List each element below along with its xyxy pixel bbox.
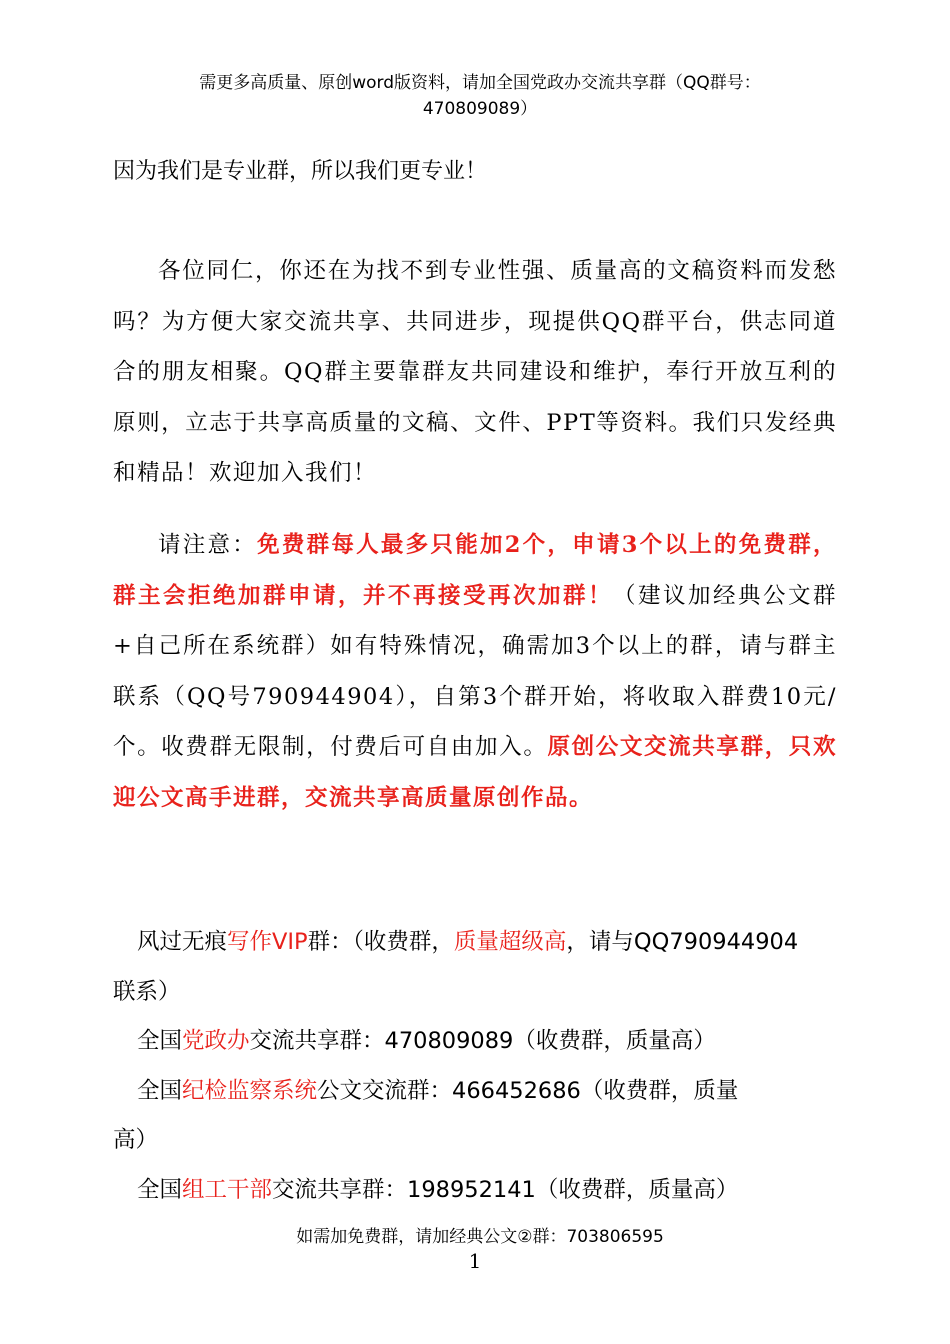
group-jijian-highlight: 纪检监察系统 xyxy=(182,1077,318,1104)
group-list xyxy=(113,918,837,1215)
header-line-2: 470809089） xyxy=(422,99,538,119)
page-footer: 如需加免费群，请加经典公文②群：703806595 xyxy=(296,1227,664,1247)
slogan: 因为我们是专业群，所以我们更专业！ xyxy=(113,159,488,184)
group-zugong xyxy=(113,1166,837,1216)
group-jijian xyxy=(113,1067,837,1117)
group-jijian-text: 公文交流群：466452686（收费群，质量 xyxy=(317,1077,739,1104)
group-zugong-text: 交流共享群：198952141（收费群，质量高） xyxy=(272,1176,739,1203)
notice-middle: （建议加经典公文群+自己所在系统群）如有特殊情况，确需加3个以上的群，请与群主联系（QQ号790944904），自第3个群开始，将收取入群费10元/个。收费群无限制，付费后可自由加入。 xyxy=(113,582,837,760)
notice-original-red: 原创公文交流共享群，只欢迎公文高手进群，交流共享高质量原创作品。 xyxy=(113,734,837,811)
group-dangzheng xyxy=(113,1017,837,1067)
group-zugong-highlight: 组工干部 xyxy=(182,1176,273,1203)
group-vip-wrap: 联系） xyxy=(113,978,181,1005)
header-line-1: 需更多高质量、原创word版资料，请加全国党政办交流共享群（QQ群号： xyxy=(199,73,761,93)
group-jijian-wrap: 高） xyxy=(113,1127,159,1153)
group-dangzheng-prefix: 全国 xyxy=(137,1028,183,1054)
page-number: 1 xyxy=(468,1249,482,1273)
notice-warning-red: 免费群每人最多只能加2个，申请3个以上的免费群，群主会拒绝加群申请，并不再接受再次加群！ xyxy=(113,532,837,609)
group-zugong-prefix: 全国 xyxy=(137,1176,183,1203)
group-dangzheng-text: 交流共享群：470809089（收费群，质量高） xyxy=(249,1028,716,1054)
group-vip xyxy=(113,918,837,968)
intro-paragraph: 各位同仁，你还在为找不到专业性强、质量高的文稿资料而发愁吗？为方便大家交流共享、共同进步，现提供QQ群平台，供志同道合的朋友相聚。QQ群主要靠群友共同建设和维护，奉行开放互利的原则，立志于共享高质量的文稿、文件、PPT等资料。我们只发经典和精品！欢迎加入我们！ xyxy=(113,258,837,486)
page-header xyxy=(120,70,840,122)
group-jijian-prefix: 全国 xyxy=(137,1077,183,1104)
group-vip-text: 群：（收费群， xyxy=(307,929,454,955)
group-vip-quality: 质量超级高 xyxy=(453,929,567,955)
notice-prefix: 请注意： xyxy=(158,532,258,558)
group-vip-contact: ，请与QQ790944904 xyxy=(566,929,799,955)
group-dangzheng-highlight: 党政办 xyxy=(182,1028,250,1054)
group-vip-name: 风过无痕 xyxy=(137,929,228,955)
group-vip-highlight: 写作VIP xyxy=(227,929,308,955)
notice-paragraph xyxy=(113,520,837,823)
